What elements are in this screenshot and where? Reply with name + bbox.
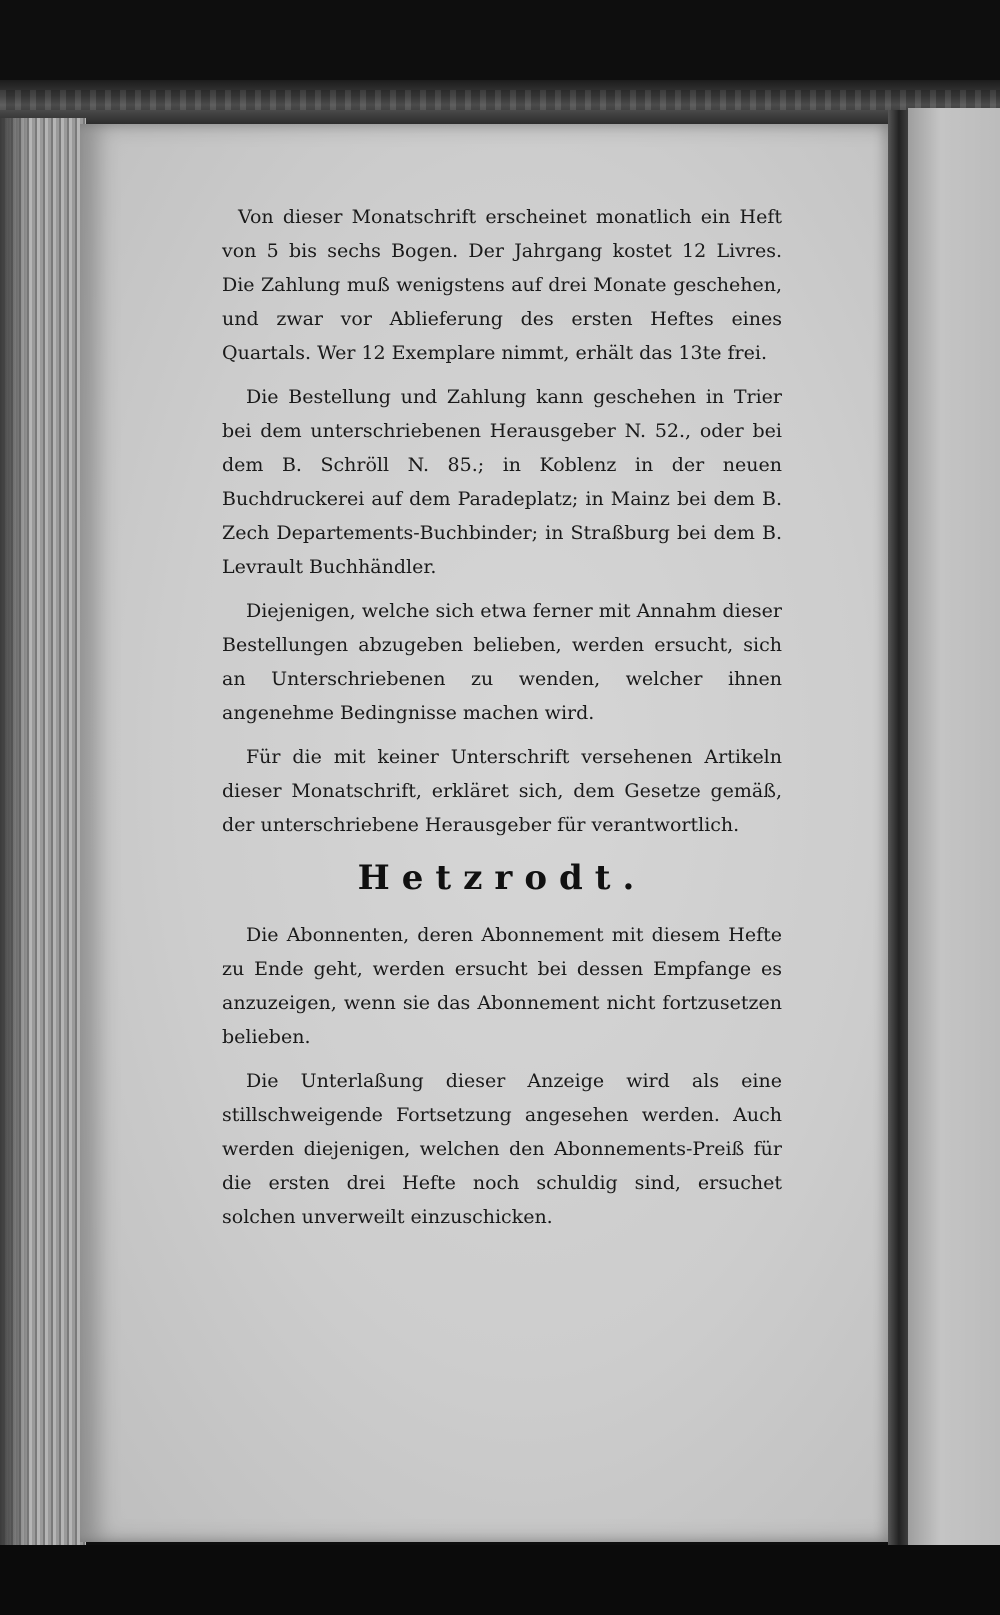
editor-signature: Hetzrodt.	[357, 858, 647, 898]
background-shadow	[0, 1545, 1000, 1615]
paragraph-resellers: Diejenigen, welche sich etwa ferner mit Annahm dieser Bestellungen abzugeben belieben, werden ersucht, sich an Unterschriebenen zu wenden, welcher ihnen angenehme Bedingnisse machen wird.	[222, 600, 782, 724]
page-text	[222, 200, 782, 1244]
paragraph-subscription-terms: Von dieser Monatschrift erscheinet monatlich ein Heft von 5 bis sechs Bogen. Der Jahrgang kostet 12 Livres. Die Zahlung muß wenigstens auf drei Monate geschehen, und zwar vor Ablieferung des ersten Heftes eines Quartals. Wer 12 Exemplare nimmt, erhält das 13te frei.	[222, 206, 782, 364]
paragraph-responsibility: Für die mit keiner Unterschrift versehenen Artikeln dieser Monatschrift, erkläret sich, dem Gesetze gemäß, der unterschriebene Herausgeber für verantwortlich.	[222, 746, 782, 836]
facing-page-edge	[908, 108, 1000, 1553]
paragraph-payment-reminder: Die Unterlaßung dieser Anzeige wird als eine stillschweigende Fortsetzung angesehen werden. Auch werden diejenigen, welchen den Abonnements-Preiß für die ersten drei Hefte noch schuldig sind, ersuchet solchen unverweilt einzuschicken.	[222, 1070, 782, 1228]
book-binding	[0, 80, 1000, 125]
page-edges	[0, 118, 86, 1548]
paragraph-abonnement-end: Die Abonnenten, deren Abonnement mit diesem Hefte zu Ende geht, werden ersucht bei dessen Empfange es anzuzeigen, wenn sie das Abonnement nicht fortzusetzen belieben.	[222, 924, 782, 1048]
book-gutter	[888, 110, 910, 1550]
paragraph-ordering: Die Bestellung und Zahlung kann geschehen in Trier bei dem unterschriebenen Herausgeber N. 52., oder bei dem B. Schröll N. 85.; in Koblenz in der neuen Buchdruckerei auf dem Paradeplatz; in Mainz bei dem B. Zech Departements-Buchbinder; in Straßburg bei dem B. Levrault Buchhändler.	[222, 386, 782, 578]
